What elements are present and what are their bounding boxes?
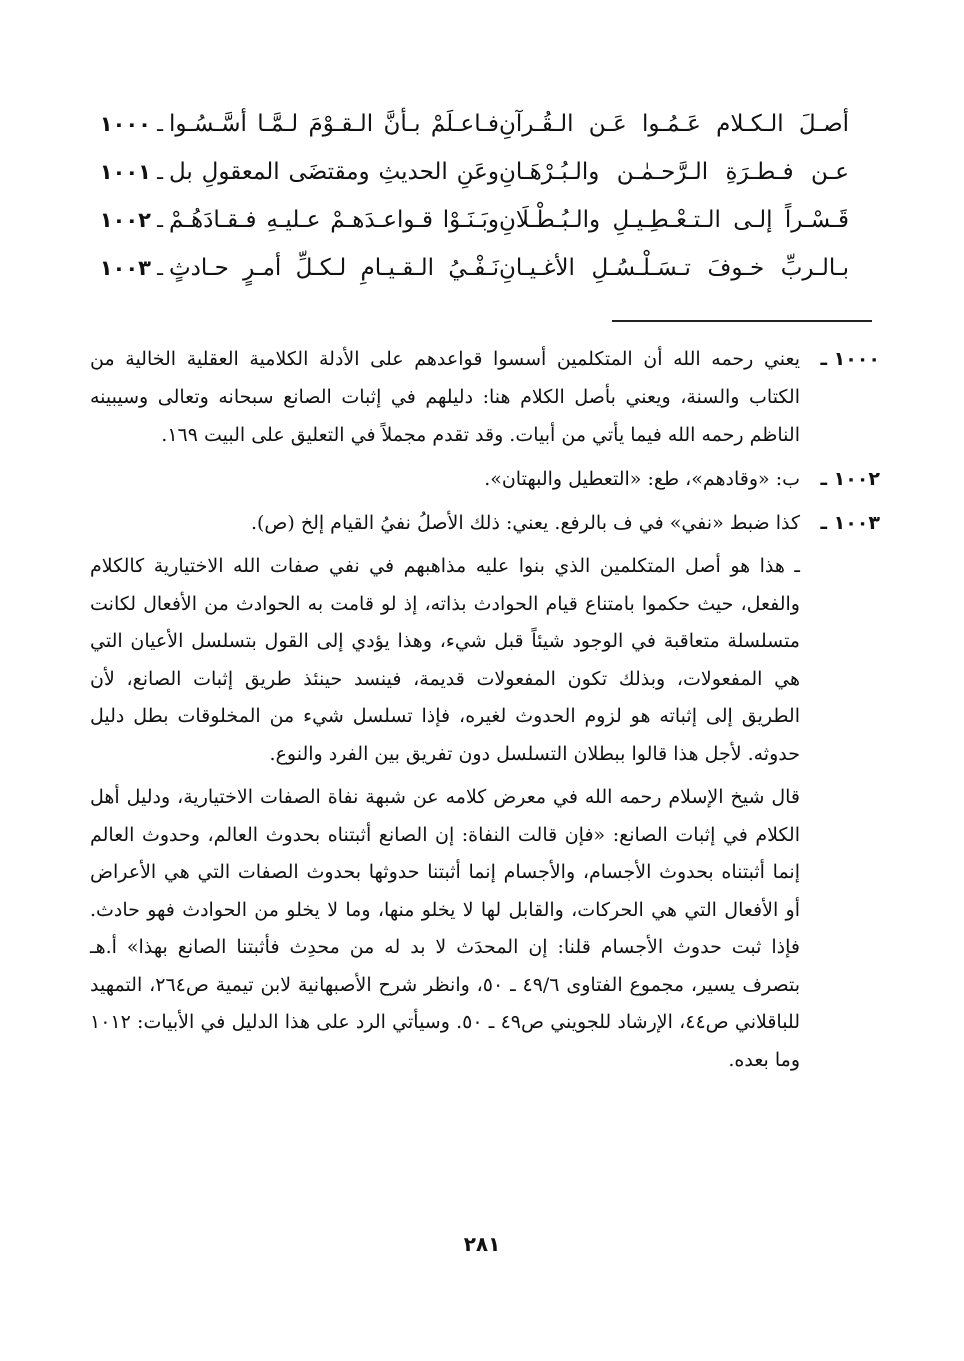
verse-dash: ـ bbox=[157, 112, 163, 136]
verse-number: ١٠٠٠ bbox=[99, 112, 151, 136]
verse-number: ١٠٠٣ bbox=[99, 256, 151, 280]
verse-second-hemistich: بـالـربِّ خـوفَ تـسَـلْـسُـلِ الأغـيـانِ bbox=[499, 255, 849, 281]
verse-first-hemistich: وبَـنَـوْا قـواعـدَهـمْ عـليـهِ فـقـادَهُـمْ bbox=[169, 207, 499, 233]
verse-second-hemistich: عـن فـطـرَةِ الـرَّحـمٰـن والـبُـرْهَـانِ bbox=[499, 159, 849, 185]
footnote-number: ١٠٠٠ ـ bbox=[820, 348, 880, 370]
verse-line bbox=[85, 148, 885, 196]
verse-dash: ـ bbox=[157, 160, 163, 184]
verse-second-hemistich: أصـلَ الـكـلام عَـمُـوا عَـن الـقُـرآنِ bbox=[499, 111, 849, 137]
footnote-number: ١٠٠٢ ـ bbox=[820, 468, 880, 490]
verse-dash: ـ bbox=[157, 256, 163, 280]
footnote-paragraph: ـ هذا هو أصل المتكلمين الذي بنوا عليه مذاهبهم في نفي صفات الله الاختيارية كالكلام والفعل، حيث حكموا بامتناع قيام الحوادث بذاته، إذ لو قامت به الحوادث من الأفعال لكانت متسلسلة متعاقبة في الوجود شيئاً قبل شيء، وهذا يؤدي إلى القول بتسلسل الأعيان التي هي المفعولات، وبذلك تكون المفعولات قديمة، فينسد حينئذ طريق إثبات الصانع، لأن الطريق إلى إثباته هو لزوم الحدوث لغيره، فإذا تسلسل شيء من المخلوقات بطل دليل حدوثه. لأجل هذا قالوا ببطلان التسلسل دون تفريق بين الفرد والنوع. bbox=[90, 555, 800, 765]
footnote bbox=[90, 460, 880, 498]
footnote-text: كذا ضبط «نفي» في ف بالرفع. يعني: ذلك الأصلُ نفيُ القيام إلخ (ص). bbox=[250, 512, 800, 534]
poem-verses bbox=[85, 100, 885, 292]
verse-first-hemistich: نَـفْـيُ الـقـيـامِ لـكـلِّ أمـرٍ حـادثٍ bbox=[169, 255, 499, 281]
footnote-number: ١٠٠٣ ـ bbox=[820, 512, 880, 534]
verse-first-hemistich: فـاعـلَمْ بـأنَّ الـقـوْمَ لـمَّـا أسَّـسُـوا bbox=[169, 111, 499, 137]
footnote-paragraph: قال شيخ الإسلام رحمه الله في معرض كلامه عن شبهة نفاة الصفات الاختيارية، ودليل أهل الكلام في إثبات الصانع: «فإن قالت النفاة: إن الصانع أثبتناه بحدوث العالم، وحدوث العالم إنما أثبتناه بحدوث الأجسام، والأجسام إنما أثبتنا حدوثها بحدوث الصفات التي هي الأعراض أو الأفعال التي هي الحركات، والقابل لها لا يخلو منها، وما لا يخلو من الحوادث فهو حادث. فإذا ثبت حدوث الأجسام قلنا: إن المحدَث لا بد له من محدِث فأثبتنا الصانع بهذا» أ.هـ بتصرف يسير، مجموع الفتاوى ٤٩/٦ ـ ٥٠، وانظر شرح الأصبهانية لابن تيمية ص٢٦٤، التمهيد للباقلاني ص٤٤، الإرشاد للجويني ص٤٩ ـ ٥٠. وسيأتي الرد على هذا الدليل في الأبيات: ١٠١٢ وما بعده. bbox=[90, 786, 801, 1071]
verse-line bbox=[85, 196, 885, 244]
footnote-text: ب: «وقادهم»، طع: «التعطيل والبهتان». bbox=[484, 468, 800, 490]
verse-dash: ـ bbox=[157, 208, 163, 232]
footnote bbox=[90, 340, 880, 454]
verse-first-hemistich: وعَنِ الحديثِ ومقتضَى المعقولِ بل bbox=[169, 159, 499, 185]
verse-number: ١٠٠٢ bbox=[99, 208, 151, 232]
verse-second-hemistich: قَـسْـراً إلـى الـتـعْـطِـيـلِ والـبُـطْـلَانِ bbox=[499, 207, 849, 233]
verse-line bbox=[85, 100, 885, 148]
page-number: ٢٨١ bbox=[463, 1232, 501, 1256]
footnotes bbox=[90, 340, 880, 1085]
verse-number: ١٠٠١ bbox=[99, 160, 151, 184]
footnote-text: يعني رحمه الله أن المتكلمين أسسوا قواعدهم على الأدلة الكلامية العقلية الخالية من الكتاب والسنة، ويعني بأصل الكلام هنا: دليلهم في إثبات الصانع سبحانه وتعالى وسيبينه الناظم رحمه الله فيما يأتي من أبيات. وقد تقدم مجملاً في التعليق على البيت ١٦٩. bbox=[90, 348, 800, 446]
footnote bbox=[90, 504, 880, 542]
verse-line bbox=[85, 244, 885, 292]
footnote-separator bbox=[612, 320, 872, 322]
